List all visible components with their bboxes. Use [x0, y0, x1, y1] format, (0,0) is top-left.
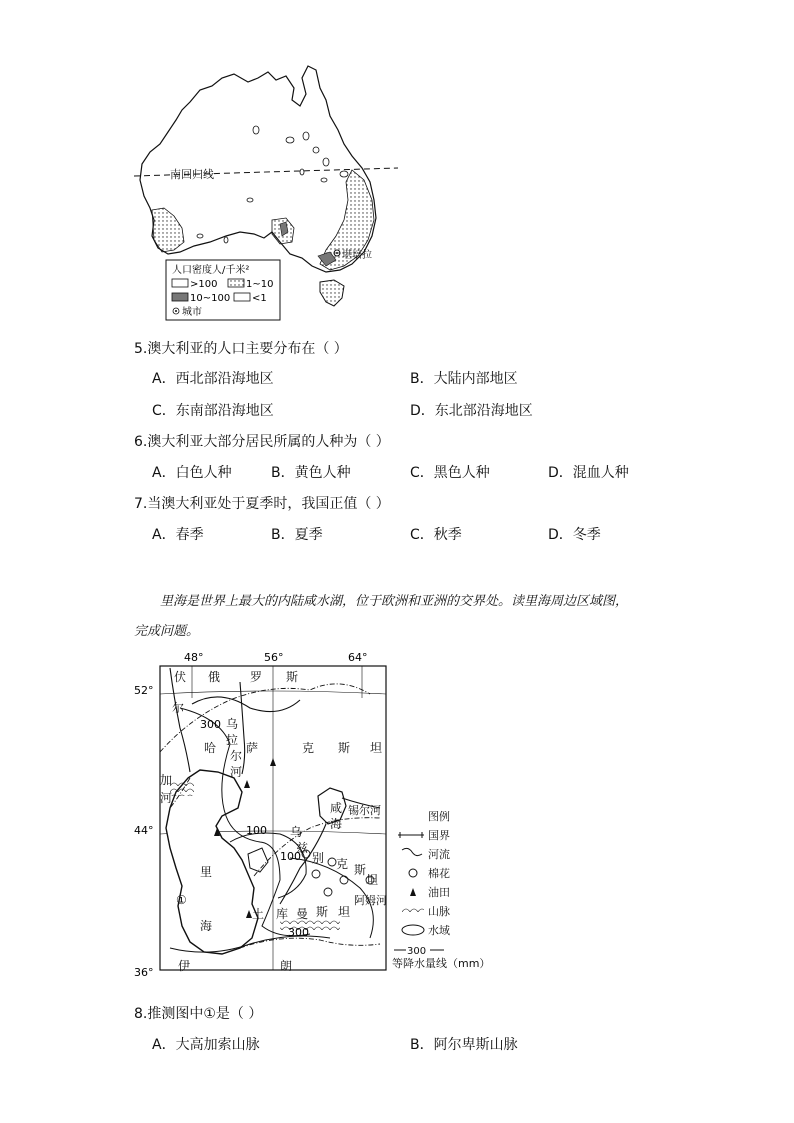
label-ku: 库: [276, 907, 289, 921]
question-8-option-b[interactable]: B．阿尔卑斯山脉: [410, 1037, 518, 1053]
legend2-title: 图例: [428, 810, 450, 823]
label-fu: 伏: [174, 670, 187, 684]
question-7-option-d[interactable]: D．冬季: [548, 527, 601, 543]
label-xian: 咸: [330, 801, 343, 815]
label-man: 曼: [296, 907, 309, 921]
question-6-option-c[interactable]: C．黑色人种: [410, 465, 490, 481]
isoline-label-300-north: 300: [200, 718, 221, 731]
label-si-3: 斯: [354, 863, 367, 877]
legend2-cotton: 棉花: [428, 867, 450, 880]
map1-legend: [166, 260, 280, 320]
question-7-option-a[interactable]: A．春季: [152, 527, 204, 543]
caucasus-mountains: [170, 780, 194, 796]
lon-64: 64°: [348, 651, 368, 664]
legend2-water: 水域: [428, 924, 450, 937]
label-li: 里: [200, 865, 213, 879]
canberra-label: 堪培拉: [342, 250, 372, 261]
label-lang: 朗: [280, 959, 293, 973]
label-wu-2: 乌: [290, 825, 303, 839]
legend2-mountain: 山脉: [428, 905, 450, 918]
question-5-stem: 5.澳大利亚的人口主要分布在（ ）: [134, 341, 348, 357]
passage-line-1: 里海是世界上最大的内陆咸水湖，位于欧洲和亚洲的交界处。读里海周边区域图，: [160, 594, 629, 609]
label-e: 俄: [208, 670, 221, 684]
question-7-option-b[interactable]: B．夏季: [271, 527, 323, 543]
lat-44: 44°: [134, 824, 154, 837]
label-si-1: 斯: [286, 670, 299, 684]
legend-title: 人口密度人/千米²: [172, 265, 250, 276]
label-circle-1: ①: [176, 893, 187, 907]
lat-36: 36°: [134, 966, 154, 978]
legend2-river: 河流: [428, 848, 450, 861]
legend2-cotton-icon: [409, 869, 417, 877]
question-5-option-a[interactable]: A．西北部沿海地区: [152, 371, 274, 387]
label-sa: 萨: [246, 741, 259, 755]
legend-item-city: 城市: [182, 307, 202, 318]
label-ha: 哈: [204, 741, 217, 755]
label-ke-2: 克: [336, 857, 349, 871]
label-ke: 克: [302, 741, 315, 755]
legend-item-gt100: >100: [190, 279, 218, 290]
label-he-1: 河: [160, 791, 173, 805]
lon-56: 56°: [264, 651, 284, 664]
label-si-4: 斯: [316, 905, 329, 919]
question-5-option-c[interactable]: C．东南部沿海地区: [152, 403, 274, 419]
question-8-stem: 8.推测图中①是（ ）: [134, 1006, 263, 1022]
legend2-oil-icon: [410, 888, 416, 896]
question-6-option-a[interactable]: A．白色人种: [152, 465, 232, 481]
legend2-isoline-value: 300: [407, 946, 427, 957]
isoline-label-100-center: 100: [246, 824, 267, 837]
legend-item-lt1: <1: [252, 293, 267, 304]
label-tu: 土: [252, 907, 265, 921]
question-6-option-b[interactable]: B．黄色人种: [271, 465, 351, 481]
passage-line-2: 完成问题。: [134, 624, 200, 639]
tasmania-outline: [320, 280, 344, 306]
label-tan-2: 坦: [366, 873, 379, 887]
label-zi: 兹: [296, 841, 309, 855]
caspian-map: [130, 648, 500, 978]
legend2-mountain-icon: [402, 908, 424, 914]
legend2-oil: 油田: [428, 886, 450, 899]
tropic-label: 南回归线: [170, 168, 214, 181]
kara-bogaz-gulf: [248, 848, 268, 872]
isoline-label-300-south: 300: [288, 926, 309, 939]
label-yi: 伊: [178, 959, 191, 973]
label-syr-darya: 锡尔河: [348, 804, 381, 817]
label-si-2: 斯: [338, 741, 351, 755]
label-hai: 海: [200, 919, 213, 933]
label-er: 尔: [172, 701, 185, 715]
legend-item-1-10: 1~10: [246, 279, 274, 290]
label-la: 拉: [226, 733, 239, 747]
australia-map: [130, 60, 400, 322]
label-wu: 乌: [226, 717, 239, 731]
map2-legend: [392, 809, 490, 970]
label-amu-darya: 阿姆河: [354, 894, 387, 907]
isoline-label-100-east: 100: [280, 850, 301, 863]
question-7-option-c[interactable]: C．秋季: [410, 527, 462, 543]
label-bie: 别: [312, 851, 325, 865]
legend2-isoline: 等降水量线（mm）: [392, 957, 491, 970]
label-tan-3: 坦: [338, 905, 351, 919]
question-6-stem: 6.澳大利亚大部分居民所属的人种为（ ）: [134, 434, 390, 450]
label-he-2: 河: [230, 765, 243, 779]
question-8-option-a[interactable]: A．大高加索山脉: [152, 1037, 260, 1053]
lat-52: 52°: [134, 684, 154, 697]
question-5-option-b[interactable]: B．大陆内部地区: [410, 371, 518, 387]
label-tan: 坦: [370, 741, 383, 755]
question-6-option-d[interactable]: D．混血人种: [548, 465, 629, 481]
label-er-2: 尔: [230, 749, 243, 763]
legend2-border: 国界: [428, 829, 450, 842]
legend2-water-icon: [402, 925, 424, 935]
question-7-stem: 7.当澳大利亚处于夏季时，我国正值（ ）: [134, 496, 390, 512]
label-hai-2: 海: [330, 817, 343, 831]
legend-item-10-100: 10~100: [190, 293, 231, 304]
label-jia: 加: [160, 773, 173, 787]
lon-48: 48°: [184, 651, 204, 664]
question-5-option-d[interactable]: D．东北部沿海地区: [410, 403, 533, 419]
label-luo: 罗: [250, 670, 263, 684]
